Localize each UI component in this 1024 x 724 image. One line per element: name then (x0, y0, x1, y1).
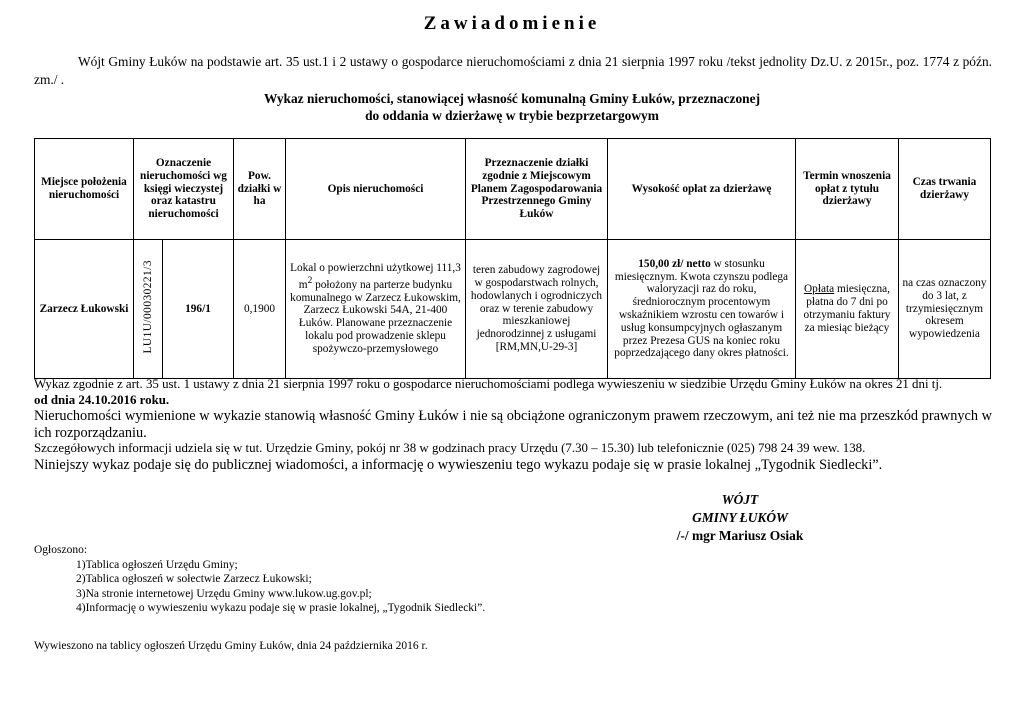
notice-body (34, 377, 992, 473)
list-heading-line-2: do oddania w dzierżawę w trybie bezprzetargowym (365, 108, 659, 123)
ownership-statement: Nieruchomości wymienione w wykazie stanowią własność Gminy Łuków i nie są obciążone ograniczonym prawem rzeczowym, ani też nie ma przeszkód prawnych w ich rozporządzaniu. (34, 408, 992, 441)
posting-date: od dnia 24.10.2016 roku. (34, 392, 170, 407)
list-item: 3)Na stronie internetowej Urzędu Gminy www.lukow.ug.gov.pl; (76, 587, 372, 600)
land-register-number: LU1U/00030221/3 (141, 260, 154, 354)
list-item: 2)Tablica ogłoszeń w sołectwie Zarzecz Łukowski; (76, 573, 312, 586)
announced-section (34, 543, 485, 616)
signature-organization: GMINY ŁUKÓW (692, 510, 788, 525)
header-fee: Wysokość opłat za dzierżawę (608, 139, 796, 240)
posting-footer: Wywieszono na tablicy ogłoszeń Urzędu Gminy Łuków, dnia 24 października 2016 r. (34, 640, 428, 652)
signature-role: WÓJT (721, 492, 759, 507)
header-area: Pow. działki w ha (234, 139, 286, 240)
header-payment-term: Termin wnoszenia opłat z tytułu dzierżawy (796, 139, 899, 240)
list-heading (0, 90, 1024, 124)
cell-fee (608, 240, 796, 379)
signature-name: /-/ mgr Mariusz Osiak (676, 528, 804, 543)
header-location: Miejsce położenia nieruchomości (35, 139, 134, 240)
list-item: 4)Informację o wywieszeniu wykazu podaje się w prasie lokalnej, „Tygodnik Siedlecki”. (76, 602, 486, 615)
table-header-row (35, 139, 991, 240)
cell-purpose: teren zabudowy zagrodowej w gospodarstwach rolnych, hodowlanych i ogrodniczych oraz w terenie zabudowy mieszkaniowej jednorodzinnej z usługami [RM,MN,U-29-3] (466, 240, 608, 379)
posting-period-text: Wykaz zgodnie z art. 35 ust. 1 ustawy z dnia 21 sierpnia 1997 roku o gospodarce nieruchomościami podlega wywieszeniu w siedzibie Urzędu Gminy Łuków na okres 21 dni tj. (34, 377, 943, 391)
document-title: Zawiadomienie (423, 13, 601, 34)
intro-paragraph: Wójt Gminy Łuków na podstawie art. 35 ust.1 i 2 ustawy o gospodarce nieruchomościami z dnia 21 sierpnia 1997 roku /tekst jednolity Dz.U. z 2015r., poz. 1774 z późn. zm./ . (34, 54, 992, 87)
cell-duration: na czas oznaczony do 3 lat, z trzymiesięcznym okresem wypowiedzenia (899, 240, 991, 379)
description-text-a: Lokal o powierzchni użytkowej 111,3 m (290, 262, 461, 291)
cell-description (286, 240, 466, 379)
cell-area: 0,1900 (234, 240, 286, 379)
cell-payment-term (796, 240, 899, 379)
header-designation: Oznaczenie nieruchomości wg księgi wieczystej oraz katastru nieruchomości (134, 139, 234, 240)
list-item: 1)Tablica ogłoszeń Urzędu Gminy; (76, 558, 238, 571)
property-table (34, 138, 991, 379)
announced-label: Ogłoszono: (34, 544, 88, 556)
header-duration: Czas trwania dzierżawy (899, 139, 991, 240)
cell-parcel: 196/1 (163, 240, 234, 379)
cell-land-register (134, 240, 163, 379)
payment-term-text: miesięczna, płatna do 7 dni po otrzymaniu faktury za miesiąc bieżący (803, 283, 891, 334)
description-superscript: 2 (307, 276, 313, 287)
header-purpose: Przeznaczenie działki zgodnie z Miejscowym Planem Zagospodarowania Przestrzennego Gminy Łuków (466, 139, 608, 240)
description-text-b: położony na parterze budynku komunalnego w Zarzecz Łukowskim, Zarzecz Łukowski 54A, 21-400 Łuków. Planowane przeznaczenie lokalu pod prowadzenie sklepu spożywczo-przemysłowego (290, 278, 461, 355)
contact-information: Szczegółowych informacji udziela się w tut. Urzędzie Gminy, pokój nr 38 w godzinach pracy Urzędu (7.30 – 15.30) lub telefonicznie (025) 798 24 39 wew. 138. (34, 441, 866, 455)
cell-location: Zarzecz Łukowski (35, 240, 134, 379)
table-row (35, 240, 991, 379)
publication-statement: Niniejszy wykaz podaje się do publicznej wiadomości, a informację o wywieszeniu tego wykazu podaje się w prasie lokalnej „Tygodnik Siedlecki”. (34, 456, 883, 473)
payment-term-underlined: Opłata (804, 283, 835, 296)
signature-block (560, 491, 920, 545)
fee-text: w stosunku miesięcznym. Kwota czynszu podlega waloryzacji raz do roku, średniorocznym procentowym wskaźnikiem wzrostu cen towarów i usług konsumpcyjnych ogłaszanym przez Prezesa GUS na koniec roku poprzedzającego dany okres płatności. (614, 257, 789, 360)
fee-amount: 150,00 zł/ netto (638, 257, 711, 270)
list-heading-line-1: Wykaz nieruchomości, stanowiącej własność komunalną Gminy Łuków, przeznaczonej (263, 91, 761, 106)
header-description: Opis nieruchomości (286, 139, 466, 240)
announced-list (34, 558, 485, 616)
